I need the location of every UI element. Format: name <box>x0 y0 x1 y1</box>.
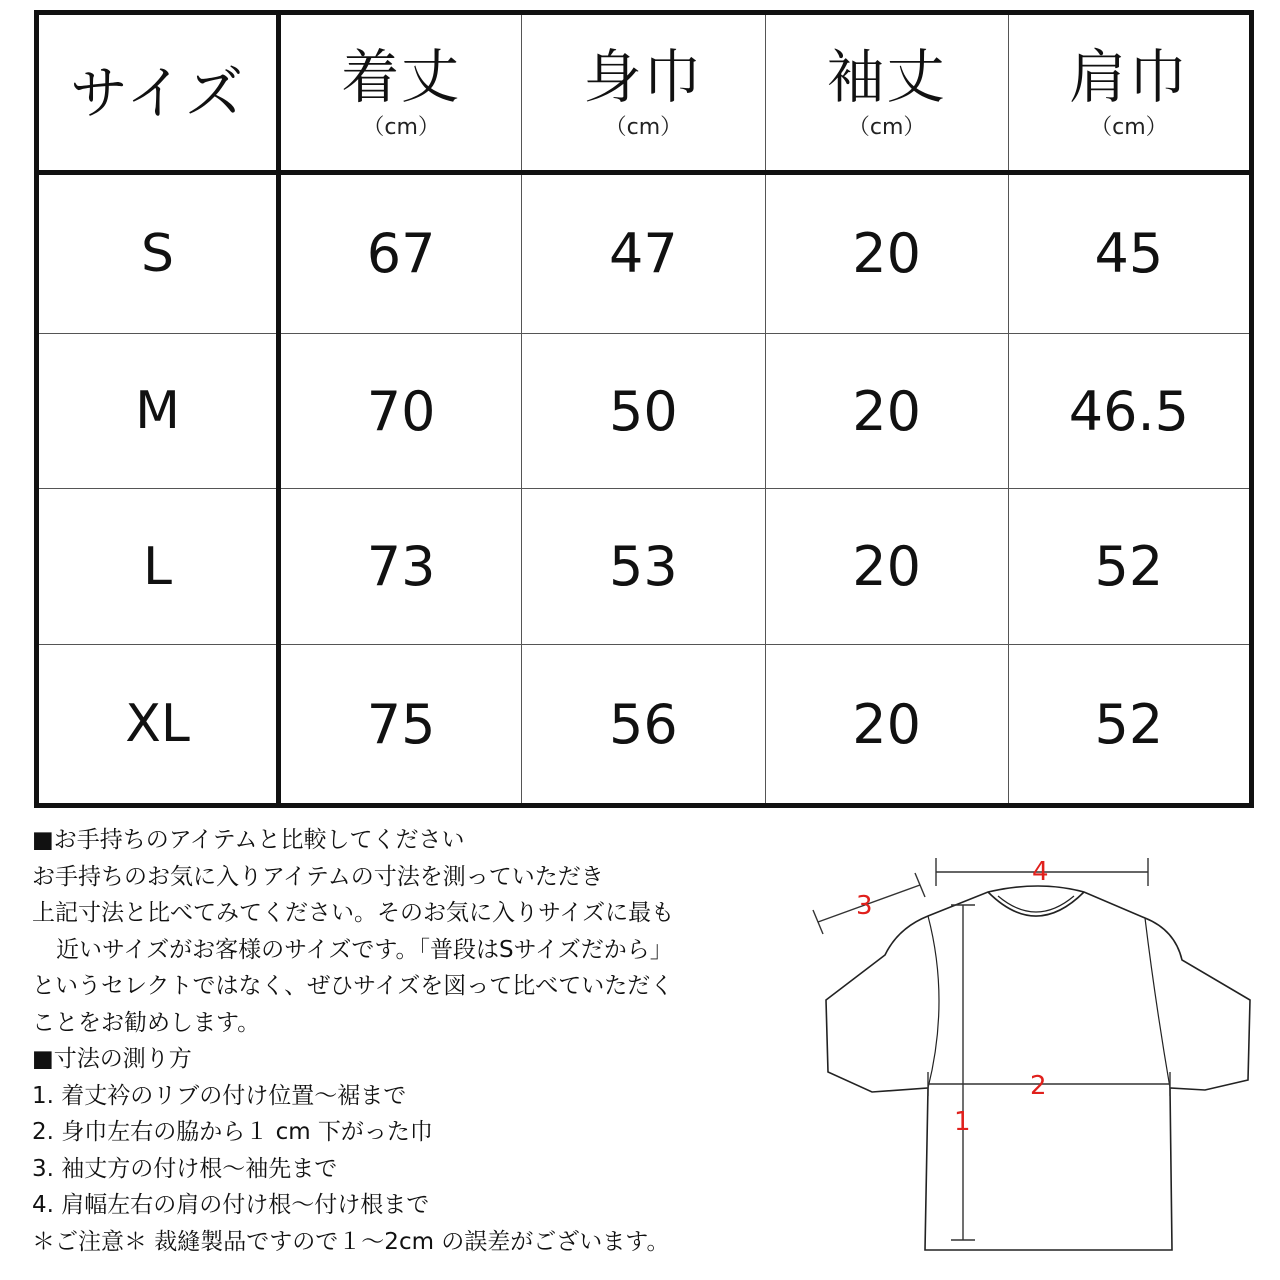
table-cell: 20 <box>765 645 1008 806</box>
size-label: S <box>37 173 279 334</box>
size-header: サイズ <box>37 13 279 173</box>
measure-line: 4. 肩幅左右の肩の付け根～付け根まで <box>32 1192 430 1218</box>
table-cell: 70 <box>279 333 522 489</box>
table-row <box>37 173 1252 334</box>
table-row <box>37 645 1252 806</box>
measure-tick-3-right <box>915 873 925 897</box>
measure-line: 3. 袖丈方の付け根～袖先まで <box>32 1155 338 1182</box>
table-cell: 67 <box>279 173 522 334</box>
table-header-row <box>37 13 1252 173</box>
size-label: M <box>37 333 279 489</box>
compare-line: 近いサイズがお客様のサイズです。「普段はSサイズだから」 <box>56 936 673 963</box>
size-label: XL <box>37 645 279 806</box>
compare-line: ことをお勧めします。 <box>32 1009 261 1036</box>
measure-line: 1. 着丈衿のリブの付け位置～裾まで <box>32 1082 407 1109</box>
table-cell: 50 <box>522 333 765 489</box>
notes-section <box>32 822 792 1260</box>
measure-label-1: 1 <box>954 1107 971 1137</box>
table-cell: 53 <box>522 489 765 645</box>
table-cell: 46.5 <box>1008 333 1251 489</box>
measure-label-3: 3 <box>856 891 873 921</box>
tshirt-diagram-svg <box>810 850 1260 1260</box>
column-header: 着丈 （cm） <box>279 13 522 173</box>
table-cell: 20 <box>765 333 1008 489</box>
size-label: L <box>37 489 279 645</box>
table-cell: 52 <box>1008 489 1251 645</box>
caution-note: ＊ご注意＊ 裁縫製品ですので１～2cm の誤差がございます。 <box>32 1228 670 1255</box>
measure-line: 2. 身巾左右の脇から１ cm 下がった巾 <box>32 1119 433 1145</box>
compare-line: 上記寸法と比べてみてください。そのお気に入りサイズに最も <box>32 900 675 926</box>
table-cell: 20 <box>765 173 1008 334</box>
measure-tick-3-left <box>813 910 823 934</box>
table-cell: 75 <box>279 645 522 806</box>
size-table <box>34 10 1254 808</box>
table-cell: 56 <box>522 645 765 806</box>
tshirt-outline <box>826 886 1250 1250</box>
table-cell: 52 <box>1008 645 1251 806</box>
column-header: 身巾 （cm） <box>522 13 765 173</box>
compare-line: お手持ちのお気に入りアイテムの寸法を測っていただき <box>32 863 604 890</box>
tshirt-diagram <box>810 850 1260 1260</box>
table-cell: 47 <box>522 173 765 334</box>
column-header: 袖丈 （cm） <box>765 13 1008 173</box>
table-cell: 73 <box>279 489 522 645</box>
compare-heading: ■お手持ちのアイテムと比較してください <box>32 827 465 853</box>
table-cell: 45 <box>1008 173 1251 334</box>
compare-line: というセレクトではなく、ぜひサイズを図って比べていただく <box>32 973 674 999</box>
measure-label-4: 4 <box>1032 857 1049 887</box>
measure-heading: ■寸法の測り方 <box>32 1046 192 1072</box>
table-cell: 20 <box>765 489 1008 645</box>
table-row <box>37 333 1252 489</box>
column-header: 肩巾 （cm） <box>1008 13 1251 173</box>
measure-label-2: 2 <box>1030 1071 1047 1101</box>
table-row <box>37 489 1252 645</box>
